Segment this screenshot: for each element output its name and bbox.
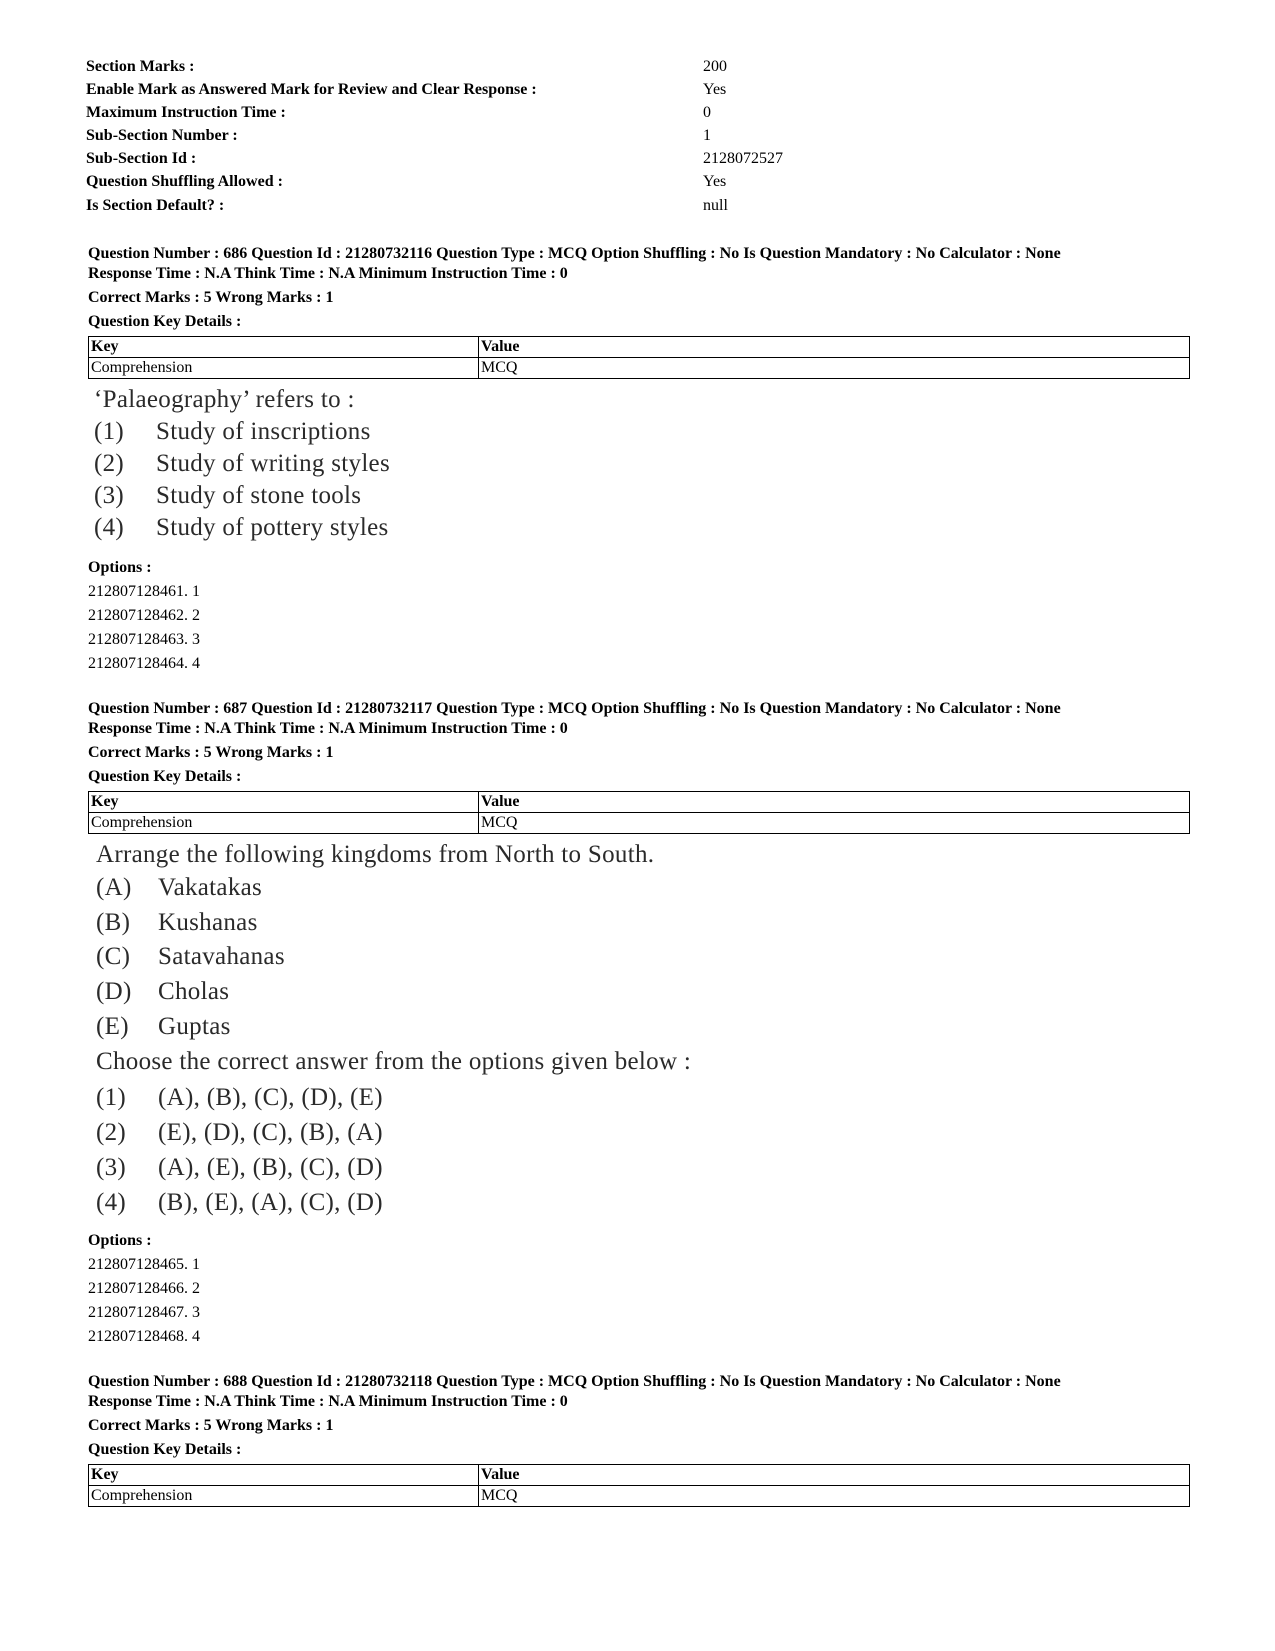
key-details-table	[88, 1464, 1190, 1507]
item-letter: (D)	[96, 978, 132, 1005]
choice-number: (1)	[94, 418, 125, 445]
question-header: Question Number : 686 Question Id : 21280732116 Question Type : MCQ Option Shuffling : No Is Question Mandatory : No Calculator : None	[88, 245, 1061, 262]
table-cell: Comprehension	[89, 813, 479, 834]
section-info-label: Section Marks :	[86, 58, 195, 75]
choice-item	[94, 418, 494, 448]
sequence-item	[96, 978, 496, 1008]
sequence-item	[96, 943, 496, 973]
section-info-row	[86, 173, 1086, 197]
choice-text: (A), (E), (B), (C), (D)	[158, 1154, 383, 1181]
section-info-label: Question Shuffling Allowed :	[86, 173, 283, 190]
item-text: Vakatakas	[158, 874, 263, 901]
table-row	[89, 358, 1190, 379]
choice-number: (4)	[96, 1189, 127, 1216]
question-text: ‘Palaeography’ refers to :	[94, 386, 355, 413]
key-details-label: Question Key Details :	[88, 768, 242, 785]
table-cell: MCQ	[479, 813, 1190, 834]
table-cell: Comprehension	[89, 1486, 479, 1507]
choice-text: Study of pottery styles	[156, 514, 389, 541]
question-timing: Response Time : N.A Think Time : N.A Minimum Instruction Time : 0	[88, 1393, 568, 1410]
question-marks: Correct Marks : 5 Wrong Marks : 1	[88, 1417, 334, 1434]
sequence-item	[96, 1013, 496, 1043]
section-info-value: 200	[703, 58, 727, 75]
list-item: 212807128462. 2	[88, 607, 200, 624]
key-details-label: Question Key Details :	[88, 1441, 242, 1458]
section-info-row	[86, 127, 1086, 151]
section-info-label: Maximum Instruction Time :	[86, 104, 286, 121]
table-header-row	[89, 337, 1190, 358]
choice-item	[96, 1189, 596, 1219]
question-header: Question Number : 687 Question Id : 21280732117 Question Type : MCQ Option Shuffling : No Is Question Mandatory : No Calculator : None	[88, 700, 1061, 717]
list-item: 212807128466. 2	[88, 1280, 200, 1297]
question-header: Question Number : 688 Question Id : 21280732118 Question Type : MCQ Option Shuffling : No Is Question Mandatory : No Calculator : None	[88, 1373, 1061, 1390]
item-text: Satavahanas	[158, 943, 285, 970]
item-text: Kushanas	[158, 909, 258, 936]
section-info-label: Enable Mark as Answered Mark for Review and Clear Response :	[86, 81, 537, 98]
section-info-value: Yes	[703, 81, 727, 98]
question-marks: Correct Marks : 5 Wrong Marks : 1	[88, 744, 334, 761]
question-image	[96, 841, 816, 1221]
section-info-value: 1	[703, 127, 711, 144]
options-label: Options :	[88, 559, 152, 576]
options-list	[88, 556, 200, 676]
section-info-row	[86, 58, 1086, 82]
list-item: 212807128467. 3	[88, 1304, 200, 1321]
table-cell: MCQ	[479, 1486, 1190, 1507]
choice-item	[94, 514, 494, 544]
section-info-row	[86, 81, 1086, 105]
section-info-value: 0	[703, 104, 711, 121]
item-letter: (B)	[96, 909, 131, 936]
item-letter: (C)	[96, 943, 131, 970]
question-instruction: Choose the correct answer from the options given below :	[96, 1048, 692, 1075]
question-timing: Response Time : N.A Think Time : N.A Minimum Instruction Time : 0	[88, 265, 568, 282]
section-info-label: Sub-Section Number :	[86, 127, 238, 144]
choice-item	[96, 1084, 596, 1114]
choice-item	[96, 1154, 596, 1184]
key-details-table	[88, 336, 1190, 379]
choice-number: (3)	[94, 482, 125, 509]
table-header-cell: Value	[479, 1465, 1190, 1486]
choice-item	[94, 450, 494, 480]
choice-item	[94, 482, 494, 512]
choice-text: Study of stone tools	[156, 482, 362, 509]
section-info-label: Sub-Section Id :	[86, 150, 197, 167]
section-info-value: null	[703, 197, 728, 214]
section-info-row	[86, 150, 1086, 174]
section-info-value: 2128072527	[703, 150, 783, 167]
choice-item	[96, 1119, 596, 1149]
choice-number: (2)	[94, 450, 125, 477]
table-cell: Comprehension	[89, 358, 479, 379]
options-label: Options :	[88, 1232, 152, 1249]
choice-number: (1)	[96, 1084, 127, 1111]
table-header-cell: Key	[89, 1465, 479, 1486]
key-details-table	[88, 791, 1190, 834]
choice-text: Study of inscriptions	[156, 418, 371, 445]
table-header-cell: Key	[89, 337, 479, 358]
question-text: Arrange the following kingdoms from North to South.	[96, 841, 655, 868]
table-header-cell: Key	[89, 792, 479, 813]
question-marks: Correct Marks : 5 Wrong Marks : 1	[88, 289, 334, 306]
table-row	[89, 813, 1190, 834]
item-text: Guptas	[158, 1013, 231, 1040]
sequence-item	[96, 909, 496, 939]
choice-number: (3)	[96, 1154, 127, 1181]
section-info-label: Is Section Default? :	[86, 197, 225, 214]
question-timing: Response Time : N.A Think Time : N.A Minimum Instruction Time : 0	[88, 720, 568, 737]
section-info-row	[86, 104, 1086, 128]
table-row	[89, 1486, 1190, 1507]
table-header-cell: Value	[479, 337, 1190, 358]
table-cell: MCQ	[479, 358, 1190, 379]
list-item: 212807128468. 4	[88, 1328, 200, 1345]
options-list	[88, 1229, 200, 1349]
list-item: 212807128463. 3	[88, 631, 200, 648]
question-image	[94, 386, 514, 546]
key-details-label: Question Key Details :	[88, 313, 242, 330]
choice-number: (4)	[94, 514, 125, 541]
sequence-item	[96, 874, 496, 904]
item-letter: (A)	[96, 874, 132, 901]
choice-text: Study of writing styles	[156, 450, 390, 477]
choice-text: (E), (D), (C), (B), (A)	[158, 1119, 383, 1146]
list-item: 212807128461. 1	[88, 583, 200, 600]
table-header-cell: Value	[479, 792, 1190, 813]
item-text: Cholas	[158, 978, 230, 1005]
choice-text: (B), (E), (A), (C), (D)	[158, 1189, 383, 1216]
choice-number: (2)	[96, 1119, 127, 1146]
section-info-row	[86, 197, 1086, 221]
item-letter: (E)	[96, 1013, 129, 1040]
table-header-row	[89, 1465, 1190, 1486]
list-item: 212807128465. 1	[88, 1256, 200, 1273]
section-info-value: Yes	[703, 173, 727, 190]
table-header-row	[89, 792, 1190, 813]
list-item: 212807128464. 4	[88, 655, 200, 672]
choice-text: (A), (B), (C), (D), (E)	[158, 1084, 383, 1111]
